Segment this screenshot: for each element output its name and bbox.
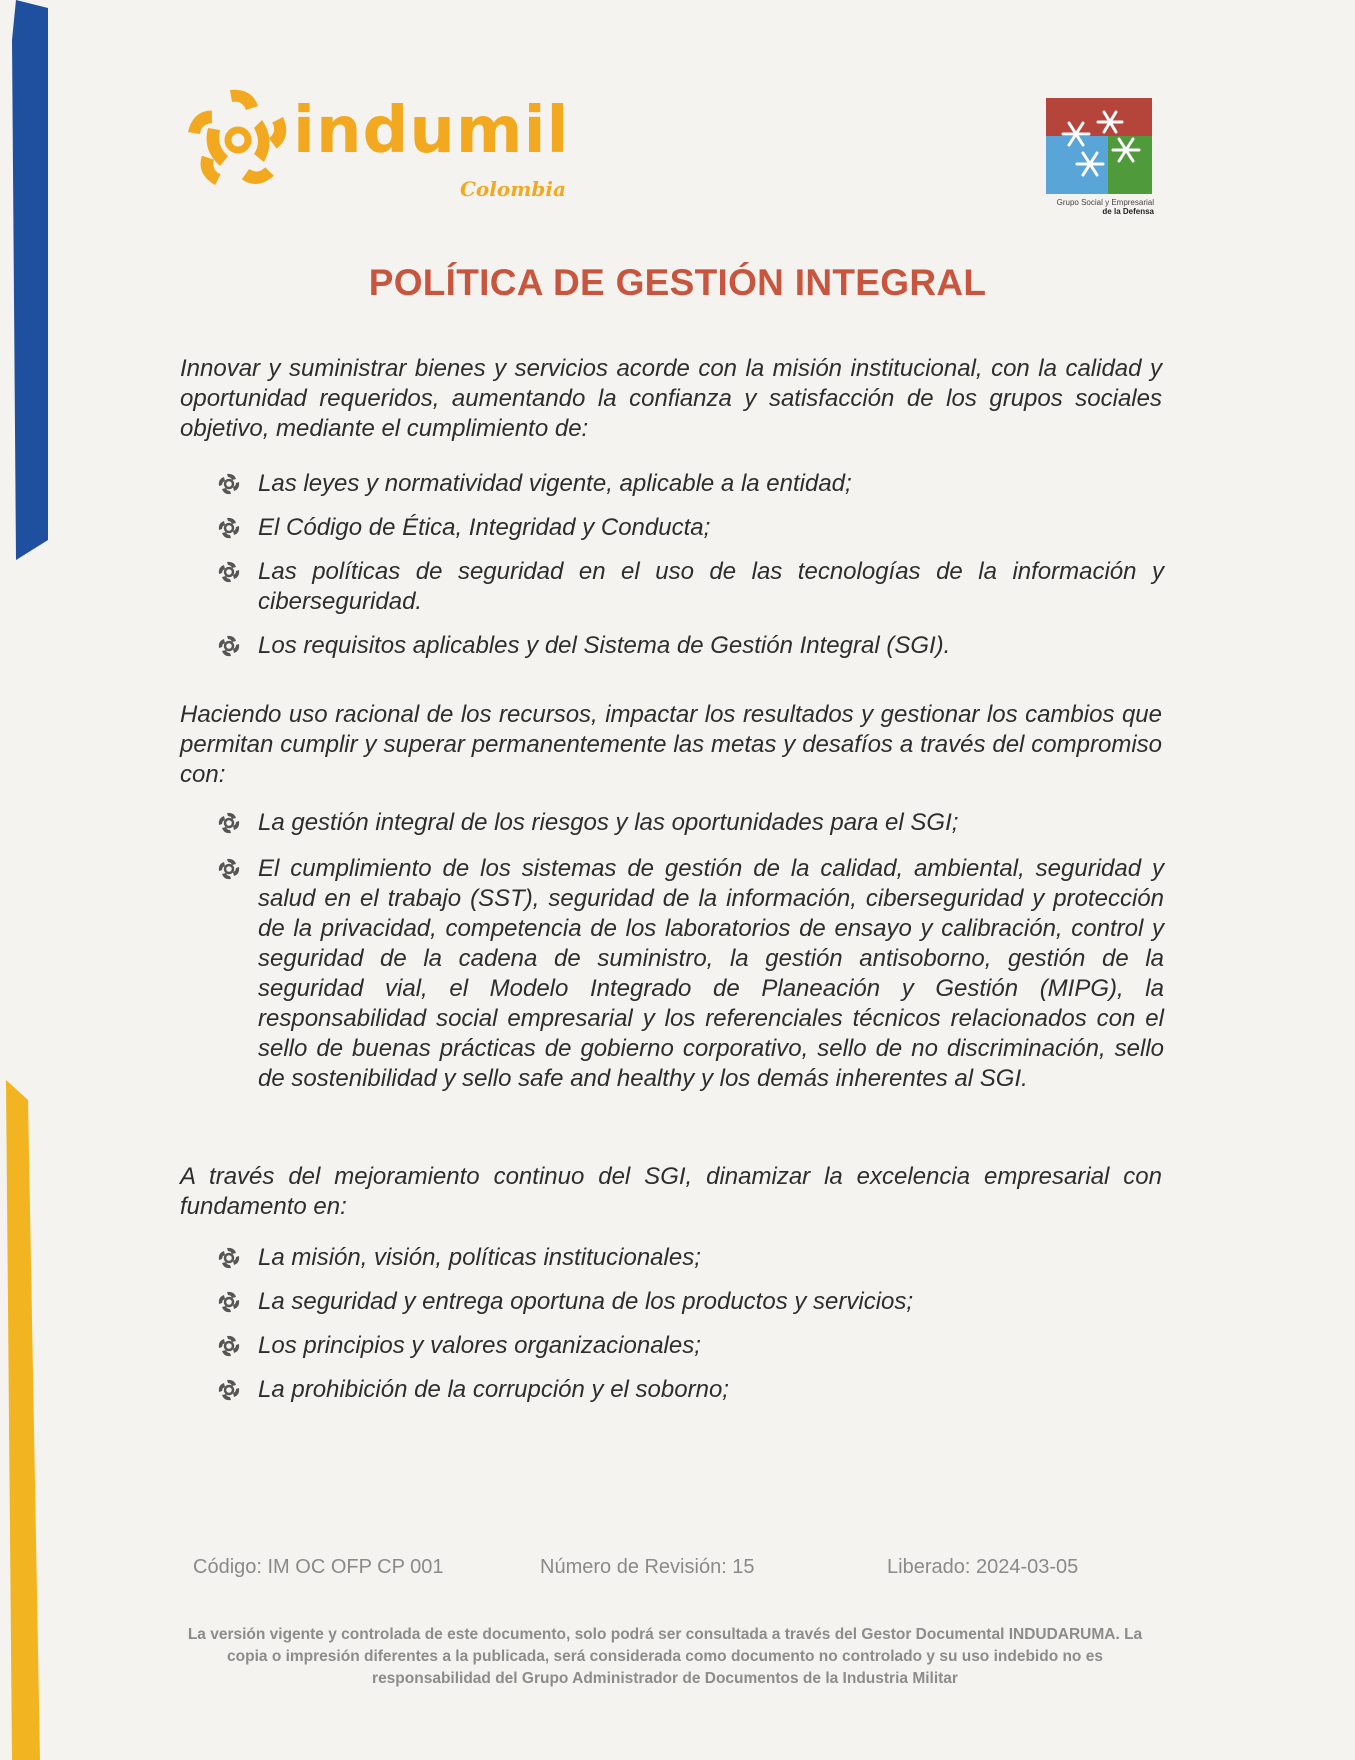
list-item-text: La gestión integral de los riesgos y las oportunidades para el SGI;	[258, 809, 959, 836]
list-item-text: Las políticas de seguridad en el uso de las tecnologías de la información y ciberseguridad.	[258, 558, 1164, 615]
section-2-list	[218, 808, 1164, 1094]
list-item	[218, 1375, 1164, 1405]
list-item-text: Los principios y valores organizacionales;	[258, 1332, 701, 1359]
list-item	[218, 854, 1164, 1094]
yellow-side-stripe	[6, 1080, 40, 1760]
indumil-bullet-icon	[218, 1291, 240, 1313]
indumil-emblem-icon	[183, 85, 293, 195]
section-3-intro: A través del mejoramiento continuo del SGI, dinamizar la excelencia empresarial con fundamento en:	[180, 1163, 1162, 1220]
list-item	[218, 557, 1164, 617]
section-2-intro: Haciendo uso racional de los recursos, impactar los resultados y gestionar los cambios que permitan cumplir y superar permanentemente las metas y desafíos a través del compromiso con:	[180, 701, 1162, 788]
revision-number: Número de Revisión: 15	[540, 1556, 755, 1578]
indumil-bullet-icon	[218, 517, 240, 539]
list-item-text: El cumplimiento de los sistemas de gestión de la calidad, ambiental, seguridad y salud en el trabajo (SST), seguridad de la información, ciberseguridad y protección de la privacidad, competencia de los laboratorios de ensayo y calibración, control y seguridad de la cadena de suministro, la gestión antisoborno, gestión de la seguridad vial, el Modelo Integrado de Planeación y Gestión (MIPG), la responsabilidad social empresarial y los referenciales técnicos relacionados con el sello de buenas prácticas de gobierno corporativo, sello de no discriminación, sello de sostenibilidad y sello safe and healthy y los demás inherentes al SGI.	[258, 855, 1164, 1092]
indumil-bullet-icon	[218, 561, 240, 583]
list-item	[218, 1331, 1164, 1361]
list-item-text: La seguridad y entrega oportuna de los productos y servicios;	[258, 1288, 914, 1315]
group-defense-logo	[1046, 98, 1154, 218]
release-date: Liberado: 2024-03-05	[887, 1556, 1079, 1578]
section-3-list	[218, 1243, 1164, 1405]
indumil-country: Colombia	[460, 177, 566, 201]
document-code: Código: IM OC OFP CP 001	[193, 1556, 444, 1578]
group-logo-line2: de la Defensa	[1102, 207, 1154, 216]
list-item-text: La misión, visión, políticas institucionales;	[258, 1244, 701, 1271]
indumil-wordmark: indumil	[293, 94, 570, 168]
list-item	[218, 631, 1164, 661]
list-item-text: Los requisitos aplicables y del Sistema de Gestión Integral (SGI).	[258, 632, 951, 659]
list-item	[218, 469, 1164, 499]
list-item-text: Las leyes y normatividad vigente, aplicable a la entidad;	[258, 470, 852, 497]
indumil-bullet-icon	[218, 1335, 240, 1357]
indumil-bullet-icon	[218, 1379, 240, 1401]
list-item-text: El Código de Ética, Integridad y Conducta;	[258, 514, 711, 541]
section-1-list	[218, 469, 1164, 661]
stars-icon	[1046, 98, 1152, 194]
document-title: POLÍTICA DE GESTIÓN INTEGRAL	[368, 262, 987, 303]
indumil-logo	[183, 85, 583, 215]
group-logo-line1: Grupo Social y Empresarial	[1056, 198, 1154, 207]
section-1-intro: Innovar y suministrar bienes y servicios acorde con la misión institucional, con la calidad y oportunidad requeridos, aumentando la confianza y satisfacción de los grupos sociales objetivo, mediante el cumplimiento de:	[180, 355, 1162, 442]
list-item	[218, 808, 1164, 838]
list-item-text: La prohibición de la corrupción y el soborno;	[258, 1376, 729, 1403]
indumil-bullet-icon	[218, 858, 240, 880]
list-item	[218, 1243, 1164, 1273]
list-item	[218, 513, 1164, 543]
control-disclaimer: La versión vigente y controlada de este documento, solo podrá ser consultada a través del Gestor Documental INDUDARUMA. La copia o impresión diferentes a la publicada, será considerada como documento no controlado y su uso indebido no es responsabilidad del Grupo Administrador de Documentos de la Industria Militar	[187, 1626, 1143, 1687]
indumil-bullet-icon	[218, 635, 240, 657]
indumil-bullet-icon	[218, 473, 240, 495]
indumil-bullet-icon	[218, 1247, 240, 1269]
list-item	[218, 1287, 1164, 1317]
indumil-bullet-icon	[218, 812, 240, 834]
